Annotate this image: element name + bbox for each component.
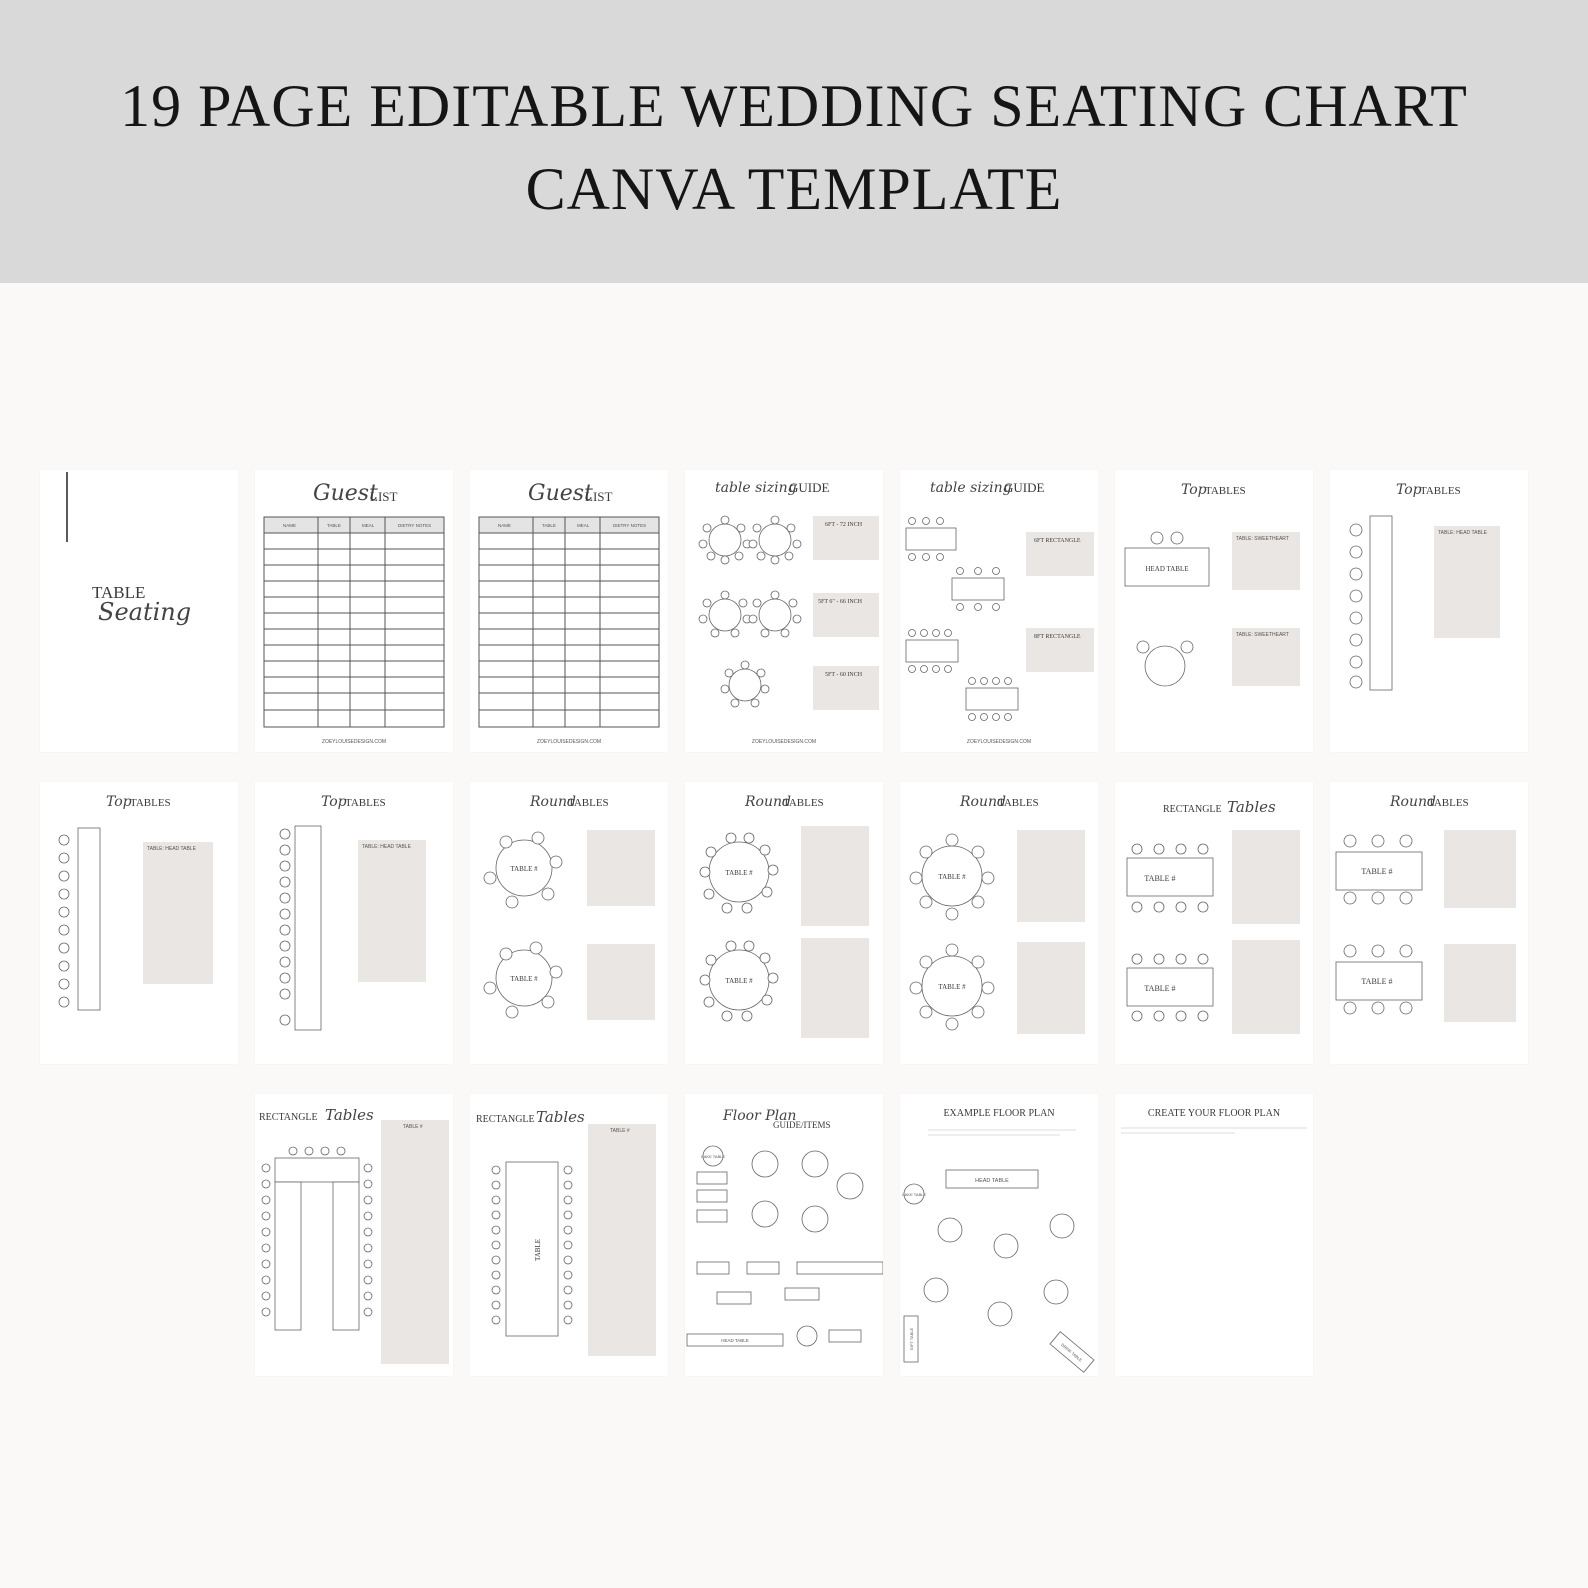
top-tables-head-art xyxy=(1330,470,1528,752)
col-header-table: TABLE xyxy=(542,523,556,528)
round-word: TABLES xyxy=(568,797,609,809)
rect-size-label-1: 6FT RECTANGLE xyxy=(1034,538,1081,544)
rect-script: Tables xyxy=(1227,798,1276,816)
page-thumbnail-rectangle-tables-8[interactable] xyxy=(1115,782,1313,1064)
example-drink-table-label: DRINK TABLE xyxy=(1060,1342,1084,1363)
sizing-footer: ZOEYLOUISEDESIGN.COM xyxy=(751,739,817,745)
top-script: Top xyxy=(1181,482,1207,498)
top-word: TABLES xyxy=(1420,485,1461,497)
col-header-name: NAME xyxy=(498,523,512,528)
table-label: TABLE # xyxy=(1361,867,1393,876)
round-script: Round xyxy=(530,794,576,810)
table-label: TABLE # xyxy=(938,873,966,881)
page-thumbnail-sizing-guide-round[interactable] xyxy=(685,470,883,752)
guest-list-script: Guest xyxy=(528,481,593,506)
table-label: TABLE # xyxy=(510,975,538,983)
table-label: TABLE # xyxy=(403,1124,423,1130)
sizing-script: table sizing xyxy=(715,480,797,496)
table-label: TABLE # xyxy=(610,1128,630,1134)
head-table-list-label: TABLE: HEAD TABLE xyxy=(362,844,411,850)
col-header-notes: DIETRY NOTES xyxy=(398,523,432,528)
page-thumbnail-sizing-guide-rect[interactable] xyxy=(900,470,1098,752)
banner-title-line-2: CANVA TEMPLATE xyxy=(525,156,1063,222)
page-thumbnail-top-tables-sweetheart[interactable] xyxy=(1115,470,1313,752)
table-label: TABLE # xyxy=(1144,984,1176,993)
floor-plan-word: GUIDE/ITEMS xyxy=(773,1120,831,1130)
col-header-notes: DIETRY NOTES xyxy=(613,523,647,528)
rect-script: Tables xyxy=(536,1108,585,1126)
guest-list-footer: ZOEYLOUISEDESIGN.COM xyxy=(536,739,602,745)
example-gift-table-label: GIFT TABLE xyxy=(909,1327,914,1351)
round-tables-6-art xyxy=(470,782,668,1064)
page-thumbnail-round-tables-6[interactable] xyxy=(470,782,668,1064)
rect-word: RECTANGLE xyxy=(476,1114,535,1125)
example-cake-table-label: CAKE TABLE xyxy=(901,1192,927,1197)
page-thumbnail-top-tables-head-12[interactable] xyxy=(255,782,453,1064)
page-thumbnail-create-floor-plan[interactable] xyxy=(1115,1094,1313,1376)
head-table-list-label: TABLE: HEAD TABLE xyxy=(147,846,196,852)
table-label: TABLE # xyxy=(510,865,538,873)
col-header-name: NAME xyxy=(283,523,297,528)
top-script: Top xyxy=(1396,482,1422,498)
page-thumbnail-guest-list-1[interactable] xyxy=(255,470,453,752)
round-size-label-3: 5FT - 60 INCH xyxy=(825,672,863,678)
page-thumbnail-floor-plan-guide[interactable] xyxy=(685,1094,883,1376)
floor-plan-script: Floor Plan xyxy=(723,1108,797,1124)
cake-table-label: CAKE TABLE xyxy=(700,1154,726,1159)
header-banner xyxy=(0,0,1588,283)
top-script: Top xyxy=(321,794,347,810)
table-label: TABLE # xyxy=(725,977,753,985)
sweetheart-label-2: TABLE: SWEETHEART xyxy=(1236,632,1289,638)
col-header-meal: MEAL xyxy=(362,523,375,528)
table-label: TABLE # xyxy=(938,983,966,991)
top-word: TABLES xyxy=(1205,485,1246,497)
rect-word: RECTANGLE xyxy=(1163,804,1222,815)
rect-size-label-2: 8FT RECTANGLE xyxy=(1034,634,1081,640)
round-word: TABLES xyxy=(783,797,824,809)
guest-list-footer: ZOEYLOUISEDESIGN.COM xyxy=(321,739,387,745)
sizing-script: table sizing xyxy=(930,480,1012,496)
page-thumbnail-round-tables-rect-6[interactable] xyxy=(1330,782,1528,1064)
page-thumbnail-cover[interactable] xyxy=(40,470,238,752)
round-tables-8-art xyxy=(900,782,1098,1064)
round-word: TABLES xyxy=(998,797,1039,809)
create-floor-plan-art xyxy=(1115,1094,1313,1376)
rectangle-tables-8-art xyxy=(1115,782,1313,1064)
round-script: Round xyxy=(1390,794,1436,810)
sizing-word: GUIDE xyxy=(789,480,830,495)
cover-page-art xyxy=(40,470,238,752)
head-table-label: HEAD TABLE xyxy=(1145,565,1189,573)
banner-title-line-1: 19 PAGE EDITABLE WEDDING SEATING CHART xyxy=(120,73,1468,139)
table-label: TABLE # xyxy=(1361,977,1393,986)
sweetheart-label-1: TABLE: SWEETHEART xyxy=(1236,536,1289,542)
long-table-label: TABLE xyxy=(534,1239,542,1261)
round-word: TABLES xyxy=(1428,797,1469,809)
table-label: TABLE # xyxy=(725,869,753,877)
col-header-table: TABLE xyxy=(327,523,341,528)
example-floor-plan-art xyxy=(900,1094,1098,1376)
top-word: TABLES xyxy=(345,797,386,809)
cover-script-word: Seating xyxy=(98,598,192,626)
rectangle-tables-24-art xyxy=(470,1094,668,1376)
guest-list-art xyxy=(255,470,453,752)
guest-list-word: LIST xyxy=(585,489,613,504)
page-thumbnail-guest-list-2[interactable] xyxy=(470,470,668,752)
round-tables-10-art xyxy=(685,782,883,1064)
page-thumbnail-top-tables-head-10[interactable] xyxy=(40,782,238,1064)
round-size-label-2: 5FT 6" - 66 INCH xyxy=(818,599,863,605)
rect-word: RECTANGLE xyxy=(259,1112,318,1123)
round-tables-rect-6-art xyxy=(1330,782,1528,1064)
round-script: Round xyxy=(960,794,1006,810)
example-head-table-label: HEAD TABLE xyxy=(975,1178,1009,1184)
round-size-label-1: 6FT - 72 INCH xyxy=(825,522,863,528)
guest-list-script: Guest xyxy=(313,481,378,506)
example-floor-plan-title: EXAMPLE FLOOR PLAN xyxy=(943,1108,1055,1119)
sizing-guide-rect-art xyxy=(900,470,1098,752)
cover-title-word: TABLE xyxy=(92,583,146,602)
floor-plan-guide-art xyxy=(685,1094,883,1376)
top-tables-sweetheart-art xyxy=(1115,470,1313,752)
col-header-meal: MEAL xyxy=(577,523,590,528)
sizing-word: GUIDE xyxy=(1004,480,1045,495)
head-table-list-label: TABLE: HEAD TABLE xyxy=(1438,530,1487,536)
page-thumbnail-example-floor-plan[interactable] xyxy=(900,1094,1098,1376)
top-script: Top xyxy=(106,794,132,810)
page-thumbnail-rectangle-tables-24[interactable] xyxy=(470,1094,668,1376)
round-script: Round xyxy=(745,794,791,810)
page-thumbnail-rectangle-tables-28[interactable] xyxy=(255,1094,453,1376)
top-word: TABLES xyxy=(130,797,171,809)
top-tables-head-12-art xyxy=(255,782,453,1064)
head-table-label: HEAD TABLE xyxy=(721,1338,749,1343)
page-thumbnail-round-tables-10[interactable] xyxy=(685,782,883,1064)
table-label: TABLE # xyxy=(1144,874,1176,883)
guest-list-word: LIST xyxy=(370,489,398,504)
sizing-guide-round-art xyxy=(685,470,883,752)
rectangle-tables-28-art xyxy=(255,1094,453,1376)
rect-script: Tables xyxy=(325,1106,374,1124)
sizing-footer: ZOEYLOUISEDESIGN.COM xyxy=(966,739,1032,745)
top-tables-head-10-art xyxy=(40,782,238,1064)
page-thumbnail-round-tables-8[interactable] xyxy=(900,782,1098,1064)
create-floor-plan-title: CREATE YOUR FLOOR PLAN xyxy=(1147,1108,1281,1119)
page-thumbnail-top-tables-head[interactable] xyxy=(1330,470,1528,752)
guest-list-art xyxy=(470,470,668,752)
